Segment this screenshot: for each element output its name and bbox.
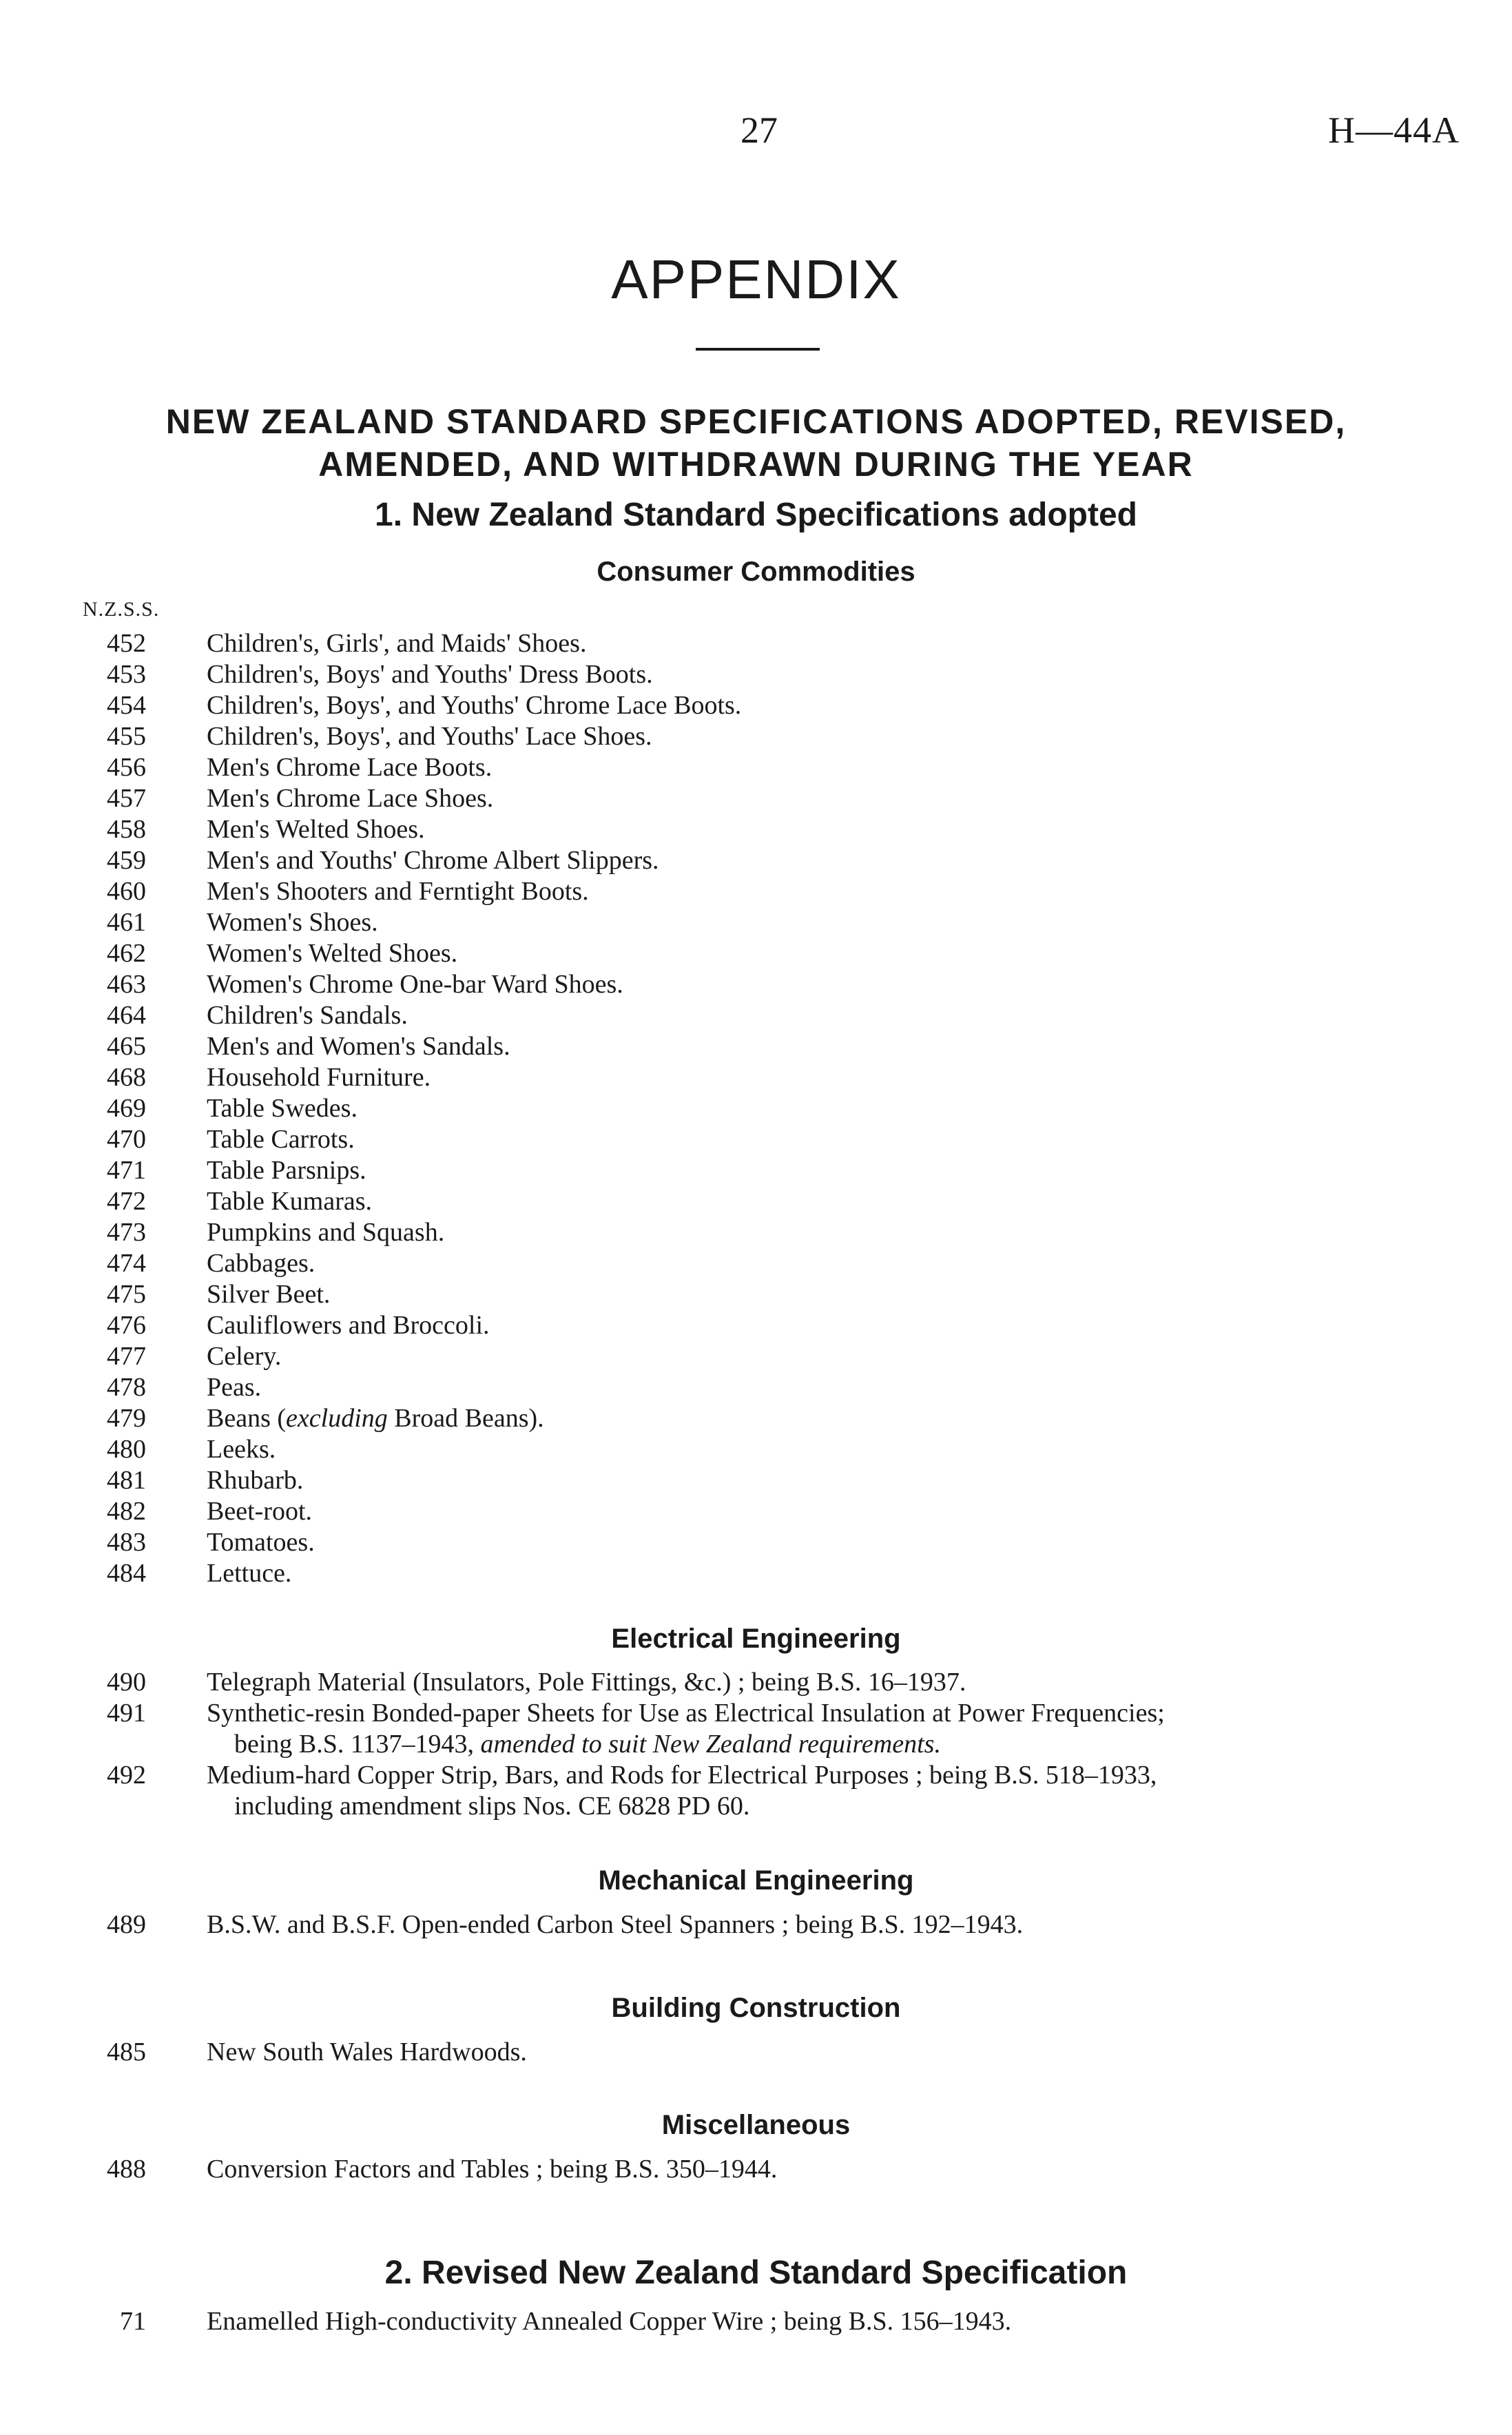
item-text: Celery. — [207, 1342, 282, 1371]
mechanical-heading: Mechanical Engineering — [598, 1865, 914, 1896]
item-number: 71 — [120, 2307, 146, 2336]
item-number: 488 — [107, 2155, 146, 2184]
section1-title: 1. New Zealand Standard Specifications adopted — [375, 497, 1137, 533]
item-text: Men's Chrome Lace Boots. — [207, 753, 493, 782]
item-text-continuation: including amendment slips Nos. CE 6828 PD 60. — [234, 1792, 750, 1821]
item-text: Enamelled High-conductivity Annealed Copper Wire ; being B.S. 156–1943. — [207, 2307, 1012, 2336]
item-number: 463 — [107, 970, 146, 999]
nzss-column-label: N.Z.S.S. — [83, 598, 160, 621]
page-title: APPENDIX — [611, 249, 901, 310]
item-text: Beet-root. — [207, 1497, 313, 1526]
item-text: Children's, Boys', and Youths' Lace Shoes. — [207, 722, 652, 751]
item-text: Leeks. — [207, 1435, 276, 1464]
document-code: H—44A — [1328, 110, 1460, 151]
item-text: Men's Chrome Lace Shoes. — [207, 784, 494, 813]
item-number: 456 — [107, 753, 146, 782]
item-text: Synthetic-resin Bonded-paper Sheets for Use as Electrical Insulation at Power Frequencies; — [207, 1699, 1165, 1728]
item-number: 459 — [107, 846, 146, 875]
item-number: 458 — [107, 815, 146, 844]
item-text-italic: excluding — [286, 1404, 388, 1433]
item-text: Children's, Boys', and Youths' Chrome Lace Boots. — [207, 691, 742, 720]
item-text-continuation — [234, 1729, 941, 1759]
misc-heading: Miscellaneous — [661, 2110, 851, 2140]
item-text: B.S.W. and B.S.F. Open-ended Carbon Steel Spanners ; being B.S. 192–1943. — [207, 1910, 1024, 1939]
item-number: 460 — [107, 877, 146, 906]
section2-title: 2. Revised New Zealand Standard Specification — [384, 2255, 1128, 2291]
main-heading-line2: AMENDED, AND WITHDRAWN DURING THE YEAR — [318, 445, 1194, 484]
item-number: 479 — [107, 1404, 146, 1433]
item-text: Men's Welted Shoes. — [207, 815, 425, 844]
item-text: Rhubarb. — [207, 1466, 304, 1495]
item-number: 481 — [107, 1466, 146, 1495]
title-divider — [696, 348, 820, 351]
item-text-end: Broad Beans). — [387, 1404, 544, 1433]
item-text: Pumpkins and Squash. — [207, 1218, 445, 1247]
item-number: 483 — [107, 1528, 146, 1557]
item-number: 491 — [107, 1699, 146, 1728]
item-number: 490 — [107, 1668, 146, 1697]
item-text — [207, 1403, 544, 1433]
item-number: 468 — [107, 1063, 146, 1092]
item-text: Men's and Women's Sandals. — [207, 1032, 510, 1061]
item-number: 476 — [107, 1311, 146, 1340]
item-text: Men's Shooters and Ferntight Boots. — [207, 877, 589, 906]
item-text: New South Wales Hardwoods. — [207, 2038, 527, 2066]
item-number: 461 — [107, 908, 146, 937]
item-number: 464 — [107, 1001, 146, 1030]
item-number: 469 — [107, 1094, 146, 1123]
electrical-heading: Electrical Engineering — [611, 1624, 901, 1654]
consumer-heading: Consumer Commodities — [597, 557, 915, 587]
item-number: 462 — [107, 939, 146, 968]
item-text: Table Parsnips. — [207, 1156, 366, 1185]
item-number: 484 — [107, 1559, 146, 1588]
item-text: Children's, Boys' and Youths' Dress Boots. — [207, 660, 653, 689]
item-text: Conversion Factors and Tables ; being B.S. 350–1944. — [207, 2155, 778, 2184]
page-number: 27 — [741, 110, 778, 151]
main-heading-line1: NEW ZEALAND STANDARD SPECIFICATIONS ADOPTED, REVISED, — [165, 402, 1347, 441]
item-text: Table Carrots. — [207, 1125, 355, 1154]
item-number: 454 — [107, 691, 146, 720]
building-heading: Building Construction — [611, 1993, 901, 2023]
item-number: 470 — [107, 1125, 146, 1154]
item-number: 465 — [107, 1032, 146, 1061]
item-text: Women's Shoes. — [207, 908, 378, 937]
item-text: Table Kumaras. — [207, 1187, 373, 1216]
item-number: 492 — [107, 1761, 146, 1790]
item-number: 474 — [107, 1249, 146, 1278]
item-text: Household Furniture. — [207, 1063, 431, 1092]
item-text: Medium-hard Copper Strip, Bars, and Rods for Electrical Purposes ; being B.S. 518–1933, — [207, 1761, 1157, 1790]
item-number: 489 — [107, 1910, 146, 1939]
item-text-plain: being B.S. 1137–1943, — [234, 1730, 481, 1759]
item-text-start: Beans ( — [207, 1404, 287, 1433]
item-number: 480 — [107, 1435, 146, 1464]
item-number: 478 — [107, 1373, 146, 1402]
item-number: 473 — [107, 1218, 146, 1247]
item-text: Men's and Youths' Chrome Albert Slippers. — [207, 846, 659, 875]
item-number: 471 — [107, 1156, 146, 1185]
item-number: 452 — [107, 629, 146, 658]
item-text: Children's, Girls', and Maids' Shoes. — [207, 629, 587, 658]
item-text: Table Swedes. — [207, 1094, 358, 1123]
item-text: Telegraph Material (Insulators, Pole Fittings, &c.) ; being B.S. 16–1937. — [207, 1668, 966, 1697]
item-text: Women's Welted Shoes. — [207, 939, 458, 968]
item-text: Women's Chrome One-bar Ward Shoes. — [207, 970, 623, 999]
item-text: Peas. — [207, 1373, 262, 1402]
item-number: 472 — [107, 1187, 146, 1216]
item-text: Tomatoes. — [207, 1528, 315, 1557]
item-number: 477 — [107, 1342, 146, 1371]
item-number: 455 — [107, 722, 146, 751]
item-number: 485 — [107, 2038, 146, 2066]
item-number: 457 — [107, 784, 146, 813]
item-text: Cabbages. — [207, 1249, 315, 1278]
item-text: Silver Beet. — [207, 1280, 331, 1309]
item-number: 475 — [107, 1280, 146, 1309]
item-text-italic: amended to suit New Zealand requirements. — [480, 1730, 941, 1759]
item-number: 482 — [107, 1497, 146, 1526]
item-text: Cauliflowers and Broccoli. — [207, 1311, 490, 1340]
item-text: Children's Sandals. — [207, 1001, 408, 1030]
item-number: 453 — [107, 660, 146, 689]
item-text: Lettuce. — [207, 1559, 292, 1588]
